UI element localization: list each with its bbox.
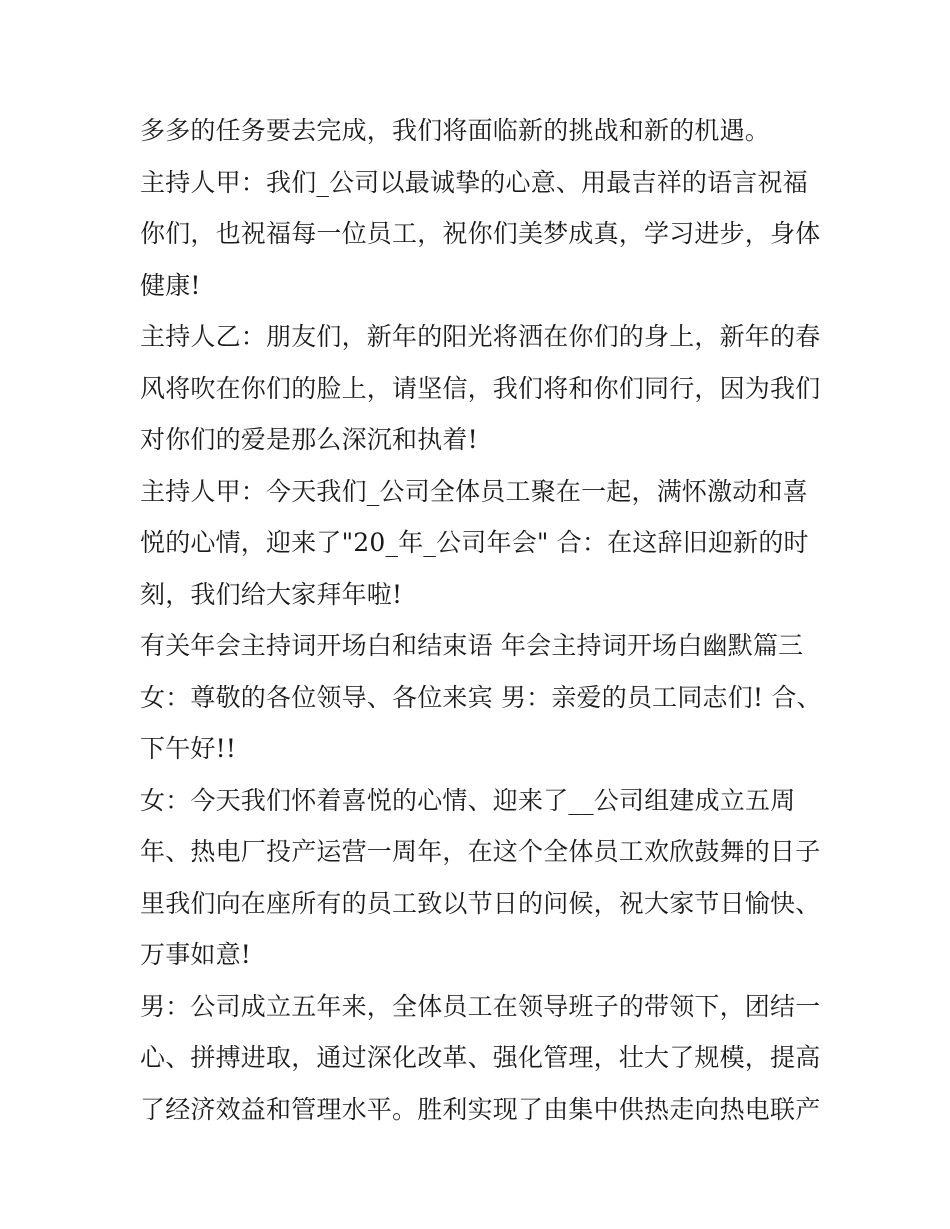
text-line-6: 风将吹在你们的脸上，请坚信，我们将和你们同行，因为我们 [140,373,821,403]
text-line-18: 男：公司成立五年来，全体员工在领导班子的带领下，团结一 [140,991,821,1021]
text-line-9: 悦的心情，迎来了"20_年_公司年会" 合：在这辞旧迎新的时 [140,528,809,557]
text-line-8: 主持人甲：今天我们_公司全体员工聚在一起，满怀激动和喜 [140,476,808,506]
text-line-4: 健康! [140,270,201,300]
text-line-20: 了经济效益和管理水平。胜利实现了由集中供热走向热电联产 [140,1094,821,1124]
text-line-10: 刻，我们给大家拜年啦! [140,579,403,609]
text-line-16: 里我们向在座所有的员工致以节日的问候，祝大家节日愉快、 [140,888,821,918]
text-line-1: 多多的任务要去完成，我们将面临新的挑战和新的机遇。 [140,116,771,145]
text-line-13: 下午好!! [140,734,237,763]
text-line-15: 年、热电厂投产运营一周年，在这个全体员工欢欣鼓舞的日子 [140,837,821,866]
text-line-19: 心、拼搏进取，通过深化改革、强化管理，壮大了规模，提高 [140,1043,821,1072]
text-line-11: 有关年会主持词开场白和结束语 年会主持词开场白幽默篇三 [140,631,804,660]
text-line-7: 对你们的爱是那么深沉和执着! [140,425,478,454]
text-line-3: 你们，也祝福每一位员工，祝你们美梦成真，学习进步，身体 [140,219,821,248]
text-line-5: 主持人乙：朋友们，新年的阳光将洒在你们的身上，新年的春 [140,322,821,351]
text-line-14: 女：今天我们怀着喜悦的心情、迎来了__公司组建成立五周 [140,785,796,815]
text-line-17: 万事如意! [140,940,252,969]
body-text [140,105,820,1135]
text-line-2: 主持人甲：我们_公司以最诚挚的心意、用最吉祥的语言祝福 [140,167,808,197]
text-line-12: 女：尊敬的各位领导、各位来宾 男：亲爱的员工同志们! 合、 [140,682,822,712]
